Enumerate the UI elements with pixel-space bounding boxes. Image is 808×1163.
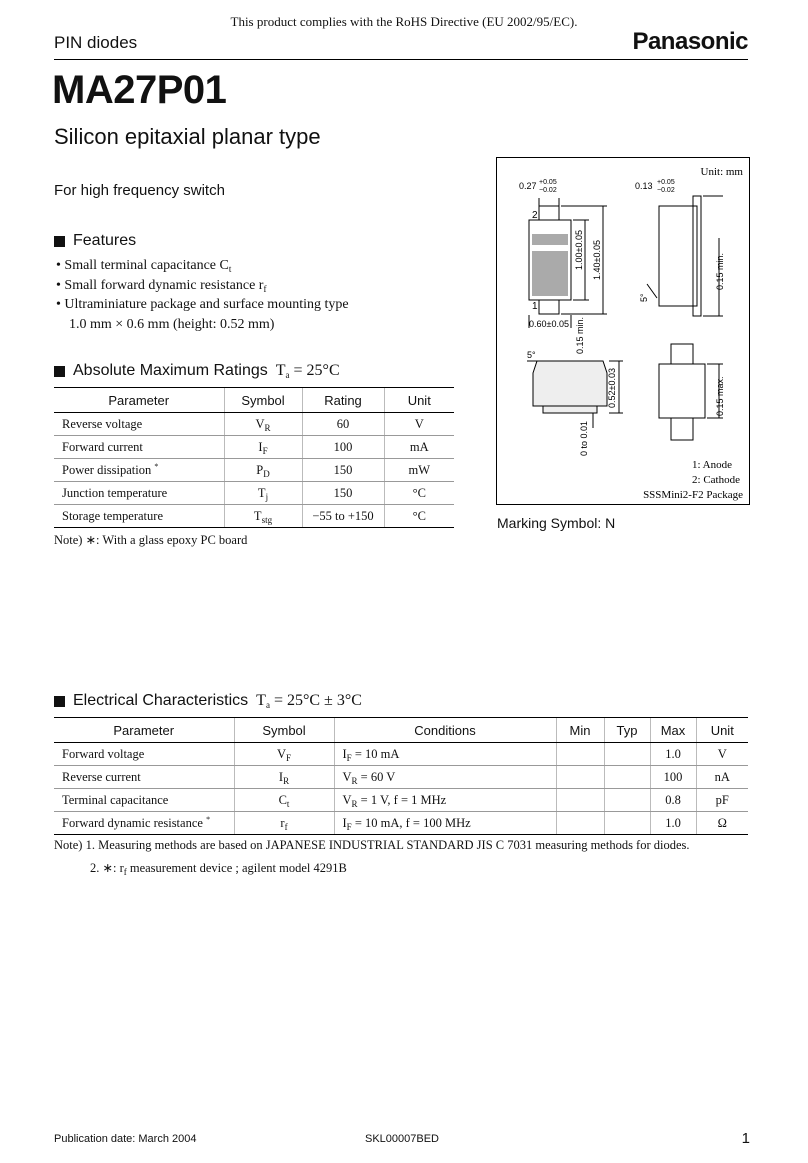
param-cell: Reverse voltage — [54, 413, 224, 436]
pin-2-label: 2 — [532, 210, 538, 221]
symbol-cell: $V_F$ — [234, 743, 334, 766]
header-rule — [54, 59, 748, 60]
unit-cell: °C — [384, 505, 454, 528]
rating-cell: 60 — [302, 413, 384, 436]
abs-max-heading — [54, 362, 340, 380]
rating-cell: 100 — [302, 436, 384, 459]
angle-side: 5° — [639, 293, 649, 302]
col-header: Unit — [696, 718, 748, 743]
abs-max-title: Absolute Maximum Ratings — [73, 362, 268, 379]
col-header: Unit — [384, 388, 454, 413]
param-cell: Terminal capacitance — [54, 789, 234, 812]
angle-front: 5° — [527, 350, 536, 360]
abs-max-note: Note) ∗: With a glass epoxy PC board — [54, 533, 248, 547]
conditions-cell: $V_R = 60$ V — [334, 766, 556, 789]
col-header: Min — [556, 718, 604, 743]
feature-item: • Small terminal capacitance $C_t$ — [56, 258, 232, 274]
col-header: Max — [650, 718, 696, 743]
table-row — [54, 743, 748, 766]
bottom-body — [659, 364, 705, 418]
col-header: Parameter — [54, 718, 234, 743]
rating-cell: −55 to +150 — [302, 505, 384, 528]
unit-cell: mW — [384, 459, 454, 482]
symbol-cell: $C_t$ — [234, 789, 334, 812]
param-cell: Forward voltage — [54, 743, 234, 766]
param-cell: Reverse current — [54, 766, 234, 789]
symbol-cell: $T_{stg}$ — [224, 505, 302, 528]
front-lead — [543, 406, 597, 413]
min-cell — [556, 766, 604, 789]
max-cell: 0.8 — [650, 789, 696, 812]
symbol-cell: $I_R$ — [234, 766, 334, 789]
unit-cell: mA — [384, 436, 454, 459]
col-header: Typ — [604, 718, 650, 743]
abs-max-condition: $T_a = 25^\circ C$ — [275, 362, 340, 380]
dim-total-length: 1.40±0.05 — [592, 240, 602, 280]
param-cell: Forward dynamic resistance * — [54, 812, 234, 835]
elec-heading — [54, 692, 362, 710]
abs-max-table — [54, 387, 454, 528]
square-bullet-icon — [54, 236, 65, 247]
typ-cell — [604, 766, 650, 789]
features-title: Features — [73, 232, 137, 249]
package-drawing-box — [496, 157, 750, 505]
col-header: Rating — [302, 388, 384, 413]
lead-bottom — [539, 300, 559, 314]
bottom-view — [659, 344, 723, 440]
unit-cell: pF — [696, 789, 748, 812]
typ-cell — [604, 812, 650, 835]
front-body — [533, 361, 607, 406]
part-number: MA27P01 — [52, 68, 227, 112]
table-row — [54, 812, 748, 835]
dim-lead-thickness-tol-dn: −0.02 — [657, 187, 675, 194]
dim-lead-width-tol-up: +0.05 — [539, 179, 557, 186]
param-cell: Storage temperature — [54, 505, 224, 528]
product-subtitle: Silicon epitaxial planar type — [54, 124, 321, 149]
side-view — [647, 196, 723, 316]
page-number: 1 — [741, 1130, 750, 1147]
dim-lead-min-b: 0.15 min. — [715, 252, 725, 290]
table-row — [54, 789, 748, 812]
cathode-band — [532, 234, 568, 245]
document-code: SKL00007BED — [365, 1133, 439, 1145]
dim-lead-min-a: 0.15 min. — [575, 316, 585, 354]
rating-cell: 150 — [302, 482, 384, 505]
col-header: Parameter — [54, 388, 224, 413]
min-cell — [556, 743, 604, 766]
feature-item: • Ultraminiature package and surface mounting type — [56, 297, 349, 312]
elec-table — [54, 717, 748, 835]
brand-logo: Panasonic — [632, 28, 748, 55]
elec-title: Electrical Characteristics — [73, 692, 249, 709]
square-bullet-icon — [54, 696, 65, 707]
rating-cell: 150 — [302, 459, 384, 482]
dim-lead-max: 0.15 max. — [715, 376, 725, 416]
col-header: Symbol — [234, 718, 334, 743]
pad-top — [671, 344, 693, 364]
pin-1-label: 1 — [532, 301, 538, 312]
table-row — [54, 436, 454, 459]
rohs-notice: This product complies with the RoHS Directive (EU 2002/95/EC). — [230, 14, 578, 29]
unit-cell: V — [696, 743, 748, 766]
dim-lead-thickness: 0.13 — [635, 181, 653, 191]
elec-note-2: 2. ∗: $r_f$ measurement device ; agilent model 4291B — [90, 861, 347, 877]
unit-cell: nA — [696, 766, 748, 789]
square-bullet-icon — [54, 366, 65, 377]
symbol-cell: $T_j$ — [224, 482, 302, 505]
min-cell — [556, 789, 604, 812]
elec-note-1: Note) 1. Measuring methods are based on JAPANESE INDUSTRIAL STANDARD JIS C 7031 measuring methods for diodes. — [54, 838, 690, 852]
max-cell: 100 — [650, 766, 696, 789]
feature-size: 1.0 mm × 0.6 mm (height: 0.52 mm) — [69, 316, 275, 332]
unit-cell: °C — [384, 482, 454, 505]
features-heading — [54, 232, 136, 250]
marking-symbol: Marking Symbol: N — [497, 515, 616, 531]
side-body — [659, 206, 697, 306]
param-cell: Forward current — [54, 436, 224, 459]
table-row — [54, 413, 454, 436]
typ-cell — [604, 743, 650, 766]
pin-legend-cathode: 2: Cathode — [692, 474, 740, 486]
dim-standoff: 0 to 0.01 — [579, 420, 589, 456]
unit-cell: V — [384, 413, 454, 436]
table-row — [54, 505, 454, 528]
conditions-cell: $V_R = 1$ V, f = 1 MHz — [334, 789, 556, 812]
max-cell: 1.0 — [650, 743, 696, 766]
col-header: Symbol — [224, 388, 302, 413]
conditions-cell: $I_F = 10$ mA — [334, 743, 556, 766]
dim-lead-width: 0.27 — [519, 181, 537, 191]
table-header-row — [54, 718, 748, 743]
table-header-row — [54, 388, 454, 413]
symbol-cell: $P_D$ — [224, 459, 302, 482]
param-cell: Power dissipation * — [54, 459, 224, 482]
publication-date: Publication date: March 2004 — [54, 1133, 197, 1145]
table-row — [54, 482, 454, 505]
unit-cell: Ω — [696, 812, 748, 835]
table-row — [54, 766, 748, 789]
table-row — [54, 459, 454, 482]
body-fill — [532, 251, 568, 296]
dim-body-width: 0.60±0.05 — [529, 319, 569, 329]
feature-item: • Small forward dynamic resistance $r_f$ — [56, 277, 267, 294]
unit-label: Unit: mm — [700, 166, 743, 178]
symbol-cell: $I_F$ — [224, 436, 302, 459]
symbol-cell: $V_R$ — [224, 413, 302, 436]
package-name: SSSMini2-F2 Package — [643, 489, 743, 501]
min-cell — [556, 812, 604, 835]
conditions-cell: $I_F = 10$ mA, f = 100 MHz — [334, 812, 556, 835]
application-text: For high frequency switch — [54, 182, 225, 199]
elec-condition: $T_a = 25^\circ C \pm 3^\circ C$ — [256, 692, 362, 710]
symbol-cell: $r_f$ — [234, 812, 334, 835]
features-list — [56, 256, 349, 334]
typ-cell — [604, 789, 650, 812]
pin-legend-anode: 1: Anode — [691, 459, 732, 471]
max-cell: 1.0 — [650, 812, 696, 835]
dim-lead-width-tol-dn: −0.02 — [539, 187, 557, 194]
dim-lead-thickness-tol-up: +0.05 — [657, 179, 675, 186]
product-category: PIN diodes — [54, 33, 138, 52]
param-cell: Junction temperature — [54, 482, 224, 505]
col-header: Conditions — [334, 718, 556, 743]
dim-body-length: 1.00±0.05 — [574, 230, 584, 270]
package-drawing — [497, 158, 749, 504]
lead-top — [539, 206, 559, 220]
pad-bottom — [671, 418, 693, 440]
dim-height: 0.52±0.03 — [607, 368, 617, 408]
